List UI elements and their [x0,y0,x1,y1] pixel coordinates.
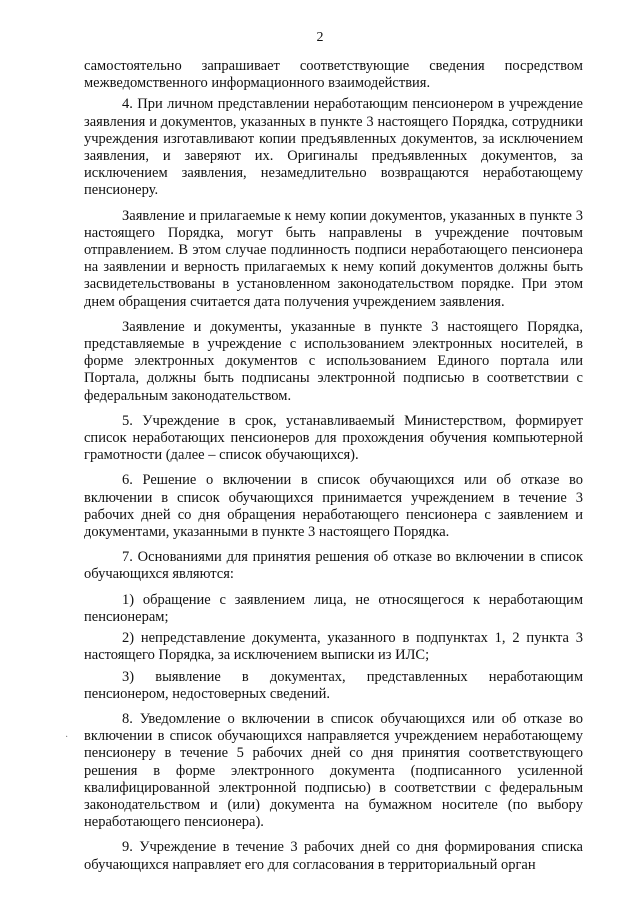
paragraph-postal-submission: Заявление и прилагаемые к нему копии документов, указанных в пункте 3 настоящего Порядка, могут быть направлены в учреждение почтовым отправлением. В этом случае подлинность подписи неработающего пенсионера на заявлении и верность прилагаемых к нему копий документов должны быть засвидетельствованы в установленном законодательством порядке. При этом днем обращения считается дата получения учреждением заявления. [84,207,583,310]
paragraph-item-6: 6. Решение о включении в список обучающихся или об отказе во включении в список обучающихся принимается учреждением в течение 3 рабочих дней со дня обращения неработающего пенсионера с заявлением и документами, указанными в пункте 3 настоящего Порядка. [84,472,583,541]
paragraph-electronic-submission: Заявление и документы, указанные в пункте 3 настоящего Порядка, представляемые в учреждение с использованием электронных носителей, в форме электронных документов с использованием Единого портала или Портала, должны быть подписаны электронной подписью в соответствии с федеральным законодательством. [84,318,583,404]
paragraph-continuation: самостоятельно запрашивает соответствующие сведения посредством межведомственного информационного взаимодействия. [84,58,583,92]
subitem-7-2: 2) непредставление документа, указанного в подпунктах 1, 2 пункта 3 настоящего Порядка, за исключением выписки из ИЛС; [84,630,583,664]
paragraph-item-4: 4. При личном представлении неработающим пенсионером в учреждение заявления и документов, указанных в пункте 3 настоящего Порядка, сотрудники учреждения изготавливают копии предъявленных документов, за исключением заявления, и заверяют их. Оригиналы предъявленных документов, за исключением заявления, незамедлительно возвращаются неработающему пенсионеру. [84,96,583,199]
subitem-7-1: 1) обращение с заявлением лица, не относящегося к неработающим пенсионерам; [84,591,583,625]
paragraph-item-9: 9. Учреждение в течение 3 рабочих дней со дня формирования списка обучающихся направляет его для согласования в территориальный орган [84,839,583,873]
scan-artifact-mark: · [65,732,69,743]
subitem-7-3: 3) выявление в документах, представленных неработающим пенсионером, недостоверных сведений. [84,668,583,702]
paragraph-item-8: 8. Уведомление о включении в список обучающихся или об отказе во включении в список обучающихся направляется учреждением неработающему пенсионеру в течение 5 рабочих дней со дня принятия соответствующего решения в форме электронного документа (подписанного усиленной квалифицированной электронной подписью) в соответствии с федеральным законодательством и (или) документа на бумажном носителе (по выбору неработающего пенсионера). [84,710,583,831]
paragraph-item-7: 7. Основаниями для принятия решения об отказе во включении в список обучающихся являются: [84,549,583,583]
paragraph-item-5: 5. Учреждение в срок, устанавливаемый Министерством, формирует список неработающих пенсионеров для прохождения обучения компьютерной грамотности (далее – список обучающихся). [84,412,583,464]
document-body [84,58,583,874]
page-number: 2 [316,30,324,45]
